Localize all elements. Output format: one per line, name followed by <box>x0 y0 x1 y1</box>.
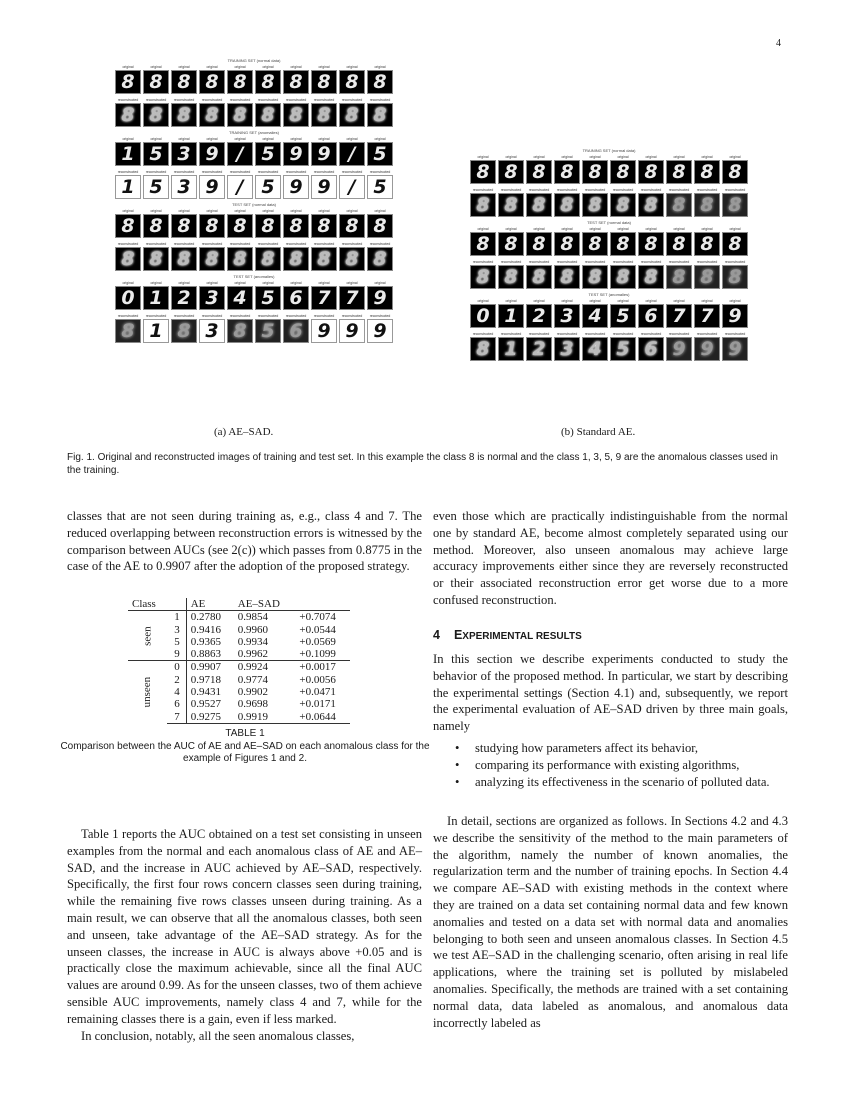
digit-image: / <box>227 142 253 166</box>
digit-image: 8 <box>638 160 664 184</box>
group-label: unseen <box>128 661 167 723</box>
digit-image: 8 <box>171 214 197 238</box>
digit-image: 8 <box>554 193 580 217</box>
originals-row <box>115 142 393 166</box>
section-title-initial: E <box>453 628 463 642</box>
digit-image: 8 <box>367 103 393 127</box>
digit-image: 8 <box>171 319 197 343</box>
cell-cls: 5 <box>167 636 187 648</box>
cell-ae: 0.9365 <box>190 635 221 648</box>
figure-caption: Fig. 1. Original and reconstructed images of training and test set. In this example the class 8 is normal and the class 1, 3, 5, 9 are the anomalous classes used in the training. <box>67 452 778 476</box>
block-title: TRAINING SET (normal data) <box>227 58 281 63</box>
digit-image: 8 <box>470 160 496 184</box>
digit-image: 8 <box>143 70 169 94</box>
digit-image: 8 <box>610 160 636 184</box>
right-paragraph-2: In this section we describe experiments conducted to study the behavior of the proposed method. In particular, we start by describing the experimental settings (Section 4.1) and, subsequently, we report the experimental evaluation of AE–SAD driven by three main goals, namely <box>433 652 788 734</box>
digit-image: 3 <box>199 319 225 343</box>
digit-image: 8 <box>666 193 692 217</box>
digit-image: 8 <box>554 232 580 256</box>
reconstructed-labels: reconstructed reconstructed reconstructed reconstructed reconstructed reconstructed reconstructed reconstructed reconstructed reconstructed <box>117 98 391 102</box>
subcaption-a: (a) AE–SAD. <box>214 426 274 438</box>
cell-aesad: 0.9774 <box>237 673 269 686</box>
digit-image: 9 <box>283 142 309 166</box>
reconstructed-labels: reconstructed reconstructed reconstructed reconstructed reconstructed reconstructed reconstructed reconstructed reconstructed reconstructed <box>472 188 746 192</box>
digit-image: 8 <box>199 103 225 127</box>
digit-image: 9 <box>722 304 748 328</box>
section-number: 4 <box>433 628 440 642</box>
reconstructed-labels: reconstructed reconstructed reconstructed reconstructed reconstructed reconstructed reconstructed reconstructed reconstructed reconstructed <box>117 242 391 246</box>
digit-image: 8 <box>283 103 309 127</box>
digit-image: 8 <box>171 70 197 94</box>
digit-image: 0 <box>470 304 496 328</box>
digit-image: 8 <box>367 247 393 271</box>
figure-block <box>115 58 393 127</box>
cell-gain: +0.0017 <box>295 661 350 674</box>
digit-image: 9 <box>311 142 337 166</box>
block-title: TRAINING SET (anomalies) <box>229 130 279 135</box>
digit-image: 8 <box>227 247 253 271</box>
digit-image: 8 <box>526 160 552 184</box>
reconstructed-row <box>470 193 748 217</box>
digit-image: 6 <box>638 304 664 328</box>
digit-image: 9 <box>199 175 225 199</box>
cell-cls: 7 <box>167 711 187 724</box>
left-paragraph-2: Table 1 reports the AUC obtained on a test set consisting in unseen examples from the normal and each anomalous class of AE and AE–SAD, and the increase in AUC achieved by AE–SAD, respectively. Specifically, the first four rows concern classes seen during training, while the remaining five rows classes unseen during training. As a main result, we can observe that all the anomalous classes, both seen and unseen, take advantage of the AE–SAD strategy. As for the unseen classes, the increase in AUC is always above +0.05 and is practically close the maximum achievable, since all the final AUC values are around 0.99. As for the unseen classes, two of them achieve sensible AUC improvements, namely class 4 and 7, while for the remaining classes there is a gain, even if less marked. <box>67 827 422 1026</box>
digit-image: 8 <box>227 319 253 343</box>
digit-image: 8 <box>498 232 524 256</box>
cell-cls: 6 <box>167 698 187 710</box>
digit-image: 8 <box>199 214 225 238</box>
digit-image: 8 <box>227 214 253 238</box>
figure-block <box>470 220 748 289</box>
cell-ae: 0.8863 <box>190 648 221 661</box>
cell-aesad: 0.9960 <box>237 623 269 636</box>
right-column-section <box>433 651 788 735</box>
digit-image: 1 <box>143 319 169 343</box>
digit-image: 5 <box>255 175 281 199</box>
digit-image: 8 <box>339 247 365 271</box>
digit-image: 4 <box>582 304 608 328</box>
digit-image: 1 <box>498 337 524 361</box>
figure-block <box>115 274 393 343</box>
digit-image: 8 <box>554 265 580 289</box>
digit-image: 3 <box>171 142 197 166</box>
digit-image: 8 <box>255 247 281 271</box>
digit-image: 5 <box>610 304 636 328</box>
header-class: Class <box>128 598 186 611</box>
digit-image: / <box>339 142 365 166</box>
reconstructed-labels: reconstructed reconstructed reconstructed reconstructed reconstructed reconstructed reconstructed reconstructed reconstructed reconstructed <box>117 170 391 174</box>
cell-cls: 3 <box>167 624 187 636</box>
digit-image: 7 <box>694 304 720 328</box>
digit-image: 9 <box>694 337 720 361</box>
reconstructed-labels: reconstructed reconstructed reconstructed reconstructed reconstructed reconstructed reconstructed reconstructed reconstructed reconstructed <box>472 332 746 336</box>
digit-image: 8 <box>283 247 309 271</box>
cell-cls: 0 <box>167 661 187 674</box>
originals-labels: original original original original original original original original original original <box>122 65 386 69</box>
digit-image: 9 <box>311 319 337 343</box>
cell-aesad: 0.9902 <box>237 686 269 699</box>
digit-image: 8 <box>470 193 496 217</box>
originals-labels: original original original original original original original original original original <box>477 227 741 231</box>
digit-image: 8 <box>115 247 141 271</box>
goal-item: • studying how parameters affect its behavior, <box>455 740 790 757</box>
cell-ae: 0.9907 <box>186 661 234 674</box>
originals-labels: original original original original original original original original original original <box>122 209 386 213</box>
digit-image: 8 <box>311 247 337 271</box>
digit-image: 4 <box>227 286 253 310</box>
digit-image: 8 <box>526 193 552 217</box>
digit-image: 2 <box>526 337 552 361</box>
cell-gain: +0.7074 <box>299 611 336 624</box>
goals-list <box>455 740 790 790</box>
reconstructed-row <box>115 247 393 271</box>
cell-gain: +0.1099 <box>299 648 336 661</box>
digit-image: 8 <box>143 247 169 271</box>
digit-image: 8 <box>115 319 141 343</box>
digit-image: / <box>339 175 365 199</box>
originals-labels: original original original original original original original original original original <box>477 299 741 303</box>
reconstructed-row <box>115 319 393 343</box>
cell-gain: +0.0471 <box>299 686 336 699</box>
digit-image: 7 <box>339 286 365 310</box>
digit-image: 5 <box>610 337 636 361</box>
digit-image: 8 <box>526 232 552 256</box>
digit-image: 1 <box>115 142 141 166</box>
digit-image: 3 <box>199 286 225 310</box>
figure-block <box>470 148 748 217</box>
digit-image: 1 <box>143 286 169 310</box>
digit-image: 8 <box>255 103 281 127</box>
digit-image: 8 <box>199 70 225 94</box>
table-caption-block <box>60 728 430 766</box>
digit-image: 8 <box>199 247 225 271</box>
digit-image: 9 <box>367 286 393 310</box>
digit-image: 8 <box>171 247 197 271</box>
digit-image: 8 <box>638 232 664 256</box>
reconstructed-labels: reconstructed reconstructed reconstructed reconstructed reconstructed reconstructed reconstructed reconstructed reconstructed reconstructed <box>472 260 746 264</box>
block-title: TEST SET (anomalies) <box>233 274 275 279</box>
digit-image: 8 <box>115 214 141 238</box>
digit-image: 0 <box>115 286 141 310</box>
figure-panel-ae-sad <box>115 58 393 346</box>
digit-image: 7 <box>311 286 337 310</box>
figure-block <box>115 130 393 199</box>
digit-image: 8 <box>470 265 496 289</box>
digit-image: 8 <box>722 232 748 256</box>
cell-cls: 4 <box>167 686 187 698</box>
digit-image: 8 <box>255 70 281 94</box>
digit-image: 2 <box>171 286 197 310</box>
header-ae-sad: AE–SAD <box>234 598 296 611</box>
digit-image: 8 <box>694 160 720 184</box>
digit-image: 8 <box>666 265 692 289</box>
cell-ae: 0.9275 <box>186 711 234 724</box>
digit-image: 5 <box>255 319 281 343</box>
header-ae: AE <box>186 598 234 611</box>
subcaption-b: (b) Standard AE. <box>561 426 636 438</box>
cell-gain: +0.0569 <box>299 635 336 648</box>
right-column-lower <box>433 813 788 1031</box>
digit-image: 8 <box>115 70 141 94</box>
digit-image: 8 <box>339 214 365 238</box>
digit-image: 9 <box>311 175 337 199</box>
digit-image: 8 <box>283 214 309 238</box>
digit-image: 8 <box>339 103 365 127</box>
digit-image: 8 <box>227 70 253 94</box>
cell-cls: 2 <box>167 674 187 686</box>
cell-aesad: 0.9854 <box>237 611 269 624</box>
reconstructed-row <box>115 175 393 199</box>
originals-row <box>115 286 393 310</box>
digit-image: 8 <box>610 265 636 289</box>
left-paragraph-1: classes that are not seen during training as, e.g., class 4 and 7. The reduced overlapping between reconstruction errors is witnessed by the comparison between AUCs (see 2(c)) which passes from 0.8775 in the case of the AE to 0.9907 after the adoption of the proposed strategy. <box>67 509 422 574</box>
digit-image: 8 <box>339 70 365 94</box>
cell-ae: 0.2780 <box>190 611 221 624</box>
figure-panel-standard-ae <box>470 148 748 364</box>
reconstructed-labels: reconstructed reconstructed reconstructed reconstructed reconstructed reconstructed reconstructed reconstructed reconstructed reconstructed <box>117 314 391 318</box>
digit-image: 5 <box>143 142 169 166</box>
table-row <box>128 611 350 624</box>
digit-image: 8 <box>143 214 169 238</box>
cell-aesad: 0.9919 <box>234 711 296 724</box>
digit-image: 8 <box>694 232 720 256</box>
figure-block <box>115 202 393 271</box>
digit-image: 8 <box>582 160 608 184</box>
originals-row <box>470 304 748 328</box>
digit-image: 8 <box>694 265 720 289</box>
reconstructed-row <box>470 265 748 289</box>
digit-image: 8 <box>722 265 748 289</box>
digit-image: 8 <box>367 70 393 94</box>
digit-image: 1 <box>115 175 141 199</box>
digit-image: 8 <box>582 265 608 289</box>
section-title-rest: XPERIMENTAL RESULTS <box>462 631 582 642</box>
group-label: seen <box>141 626 154 646</box>
figure-block <box>470 292 748 361</box>
digit-image: 5 <box>255 286 281 310</box>
cell-cls: 9 <box>167 648 187 661</box>
block-title: TEST SET (anomalies) <box>588 292 630 297</box>
digit-image: 8 <box>694 193 720 217</box>
digit-image: 5 <box>367 175 393 199</box>
cell-ae: 0.9431 <box>190 686 221 699</box>
cell-gain: +0.0644 <box>295 711 350 724</box>
digit-image: 8 <box>470 337 496 361</box>
originals-labels: original original original original original original original original original original <box>122 137 386 141</box>
digit-image: 1 <box>498 304 524 328</box>
digit-image: 3 <box>554 304 580 328</box>
cell-ae: 0.9527 <box>190 698 221 711</box>
goal-item: • comparing its performance with existing algorithms, <box>455 757 790 774</box>
digit-image: 8 <box>638 265 664 289</box>
digit-image: 8 <box>498 193 524 217</box>
digit-image: 9 <box>722 337 748 361</box>
cell-cls: 1 <box>167 611 187 624</box>
digit-image: 8 <box>115 103 141 127</box>
right-paragraph-3: In detail, sections are organized as follows. In Sections 4.2 and 4.3 we describe the sensitivity of the method to the main parameters of the algorithm, namely the number of known anomalies, the regularization term and the number of training epochs. In Section 4.4 we compare AE–SAD with existing methods in the context where they are trained on a data set containing normal data and few known anomalies and tested on a data set with normal data and anomalies belonging to both seen and unseen anomalous classes. In Section 4.5 we test AE–SAD in the challenging scenario, often arising in real life applications, where the training set is polluted by mislabeled anomalies. Specifically, the methods are trained with a set containing normal data, data labeled as anomalous, and anomalous data incorrectly labeled as <box>433 814 788 1030</box>
digit-image: 6 <box>283 319 309 343</box>
digit-image: 8 <box>582 232 608 256</box>
originals-row <box>470 160 748 184</box>
originals-labels: original original original original original original original original original original <box>122 281 386 285</box>
digit-image: 6 <box>283 286 309 310</box>
left-paragraph-3: In conclusion, notably, all the seen anomalous classes, <box>81 1028 355 1043</box>
digit-image: 3 <box>171 175 197 199</box>
digit-image: 8 <box>255 214 281 238</box>
digit-image: 2 <box>526 304 552 328</box>
cell-gain: +0.0171 <box>299 698 336 711</box>
originals-row <box>115 70 393 94</box>
digit-image: 8 <box>638 193 664 217</box>
digit-image: 9 <box>339 319 365 343</box>
digit-image: 4 <box>582 337 608 361</box>
cell-aesad: 0.9962 <box>237 648 269 661</box>
cell-ae: 0.9416 <box>190 623 221 636</box>
cell-gain: +0.0056 <box>299 673 336 686</box>
digit-image: 8 <box>143 103 169 127</box>
header-gain <box>295 598 350 611</box>
digit-image: 8 <box>311 214 337 238</box>
block-title: TRAINING SET (normal data) <box>582 148 636 153</box>
digit-image: 9 <box>367 319 393 343</box>
digit-image: 8 <box>666 160 692 184</box>
digit-image: 8 <box>666 232 692 256</box>
right-paragraph-1: even those which are practically indistinguishable from the normal one by standard AE, become almost completely separated using our method. Moreover, also unseen anomalous may achieve large accuracy improvements either since they are reversely reconstructed or their associated reconstruction error get worse due to a more confused reconstruction. <box>433 509 788 607</box>
cell-ae: 0.9718 <box>190 673 221 686</box>
page-number: 4 <box>776 38 781 49</box>
originals-labels: original original original original original original original original original original <box>477 155 741 159</box>
digit-image: 8 <box>367 214 393 238</box>
digit-image: 5 <box>255 142 281 166</box>
left-column-lower <box>67 826 422 1044</box>
digit-image: 8 <box>610 232 636 256</box>
table-caption: Comparison between the AUC of AE and AE–SAD on each anomalous class for the example of Figures 1 and 2. <box>60 740 430 764</box>
digit-image: 9 <box>666 337 692 361</box>
cell-aesad: 0.9924 <box>234 661 296 674</box>
digit-image: 8 <box>722 160 748 184</box>
digit-image: 8 <box>498 265 524 289</box>
section-heading <box>433 628 582 642</box>
table-row <box>128 661 350 674</box>
reconstructed-row <box>115 103 393 127</box>
digit-image: 5 <box>143 175 169 199</box>
digit-image: 8 <box>227 103 253 127</box>
reconstructed-row <box>470 337 748 361</box>
auc-table <box>128 598 368 724</box>
digit-image: / <box>227 175 253 199</box>
digit-image: 8 <box>582 193 608 217</box>
left-column <box>67 508 422 575</box>
digit-image: 8 <box>722 193 748 217</box>
digit-image: 8 <box>470 232 496 256</box>
digit-image: 8 <box>283 70 309 94</box>
cell-aesad: 0.9934 <box>237 635 269 648</box>
digit-image: 8 <box>610 193 636 217</box>
block-title: TEST SET (normal data) <box>587 220 631 225</box>
digit-image: 9 <box>199 142 225 166</box>
digit-image: 8 <box>171 103 197 127</box>
table-label: TABLE 1 <box>225 728 265 739</box>
digit-image: 7 <box>666 304 692 328</box>
digit-image: 8 <box>526 265 552 289</box>
cell-gain: +0.0544 <box>299 623 336 636</box>
digit-image: 8 <box>554 160 580 184</box>
goal-item: • analyzing its effectiveness in the scenario of polluted data. <box>455 774 790 791</box>
originals-row <box>115 214 393 238</box>
digit-image: 8 <box>311 70 337 94</box>
digit-image: 9 <box>283 175 309 199</box>
cell-aesad: 0.9698 <box>237 698 269 711</box>
originals-row <box>470 232 748 256</box>
block-title: TEST SET (normal data) <box>232 202 276 207</box>
right-column <box>433 508 788 609</box>
digit-image: 8 <box>311 103 337 127</box>
digit-image: 5 <box>367 142 393 166</box>
digit-image: 6 <box>638 337 664 361</box>
digit-image: 3 <box>554 337 580 361</box>
digit-image: 8 <box>498 160 524 184</box>
